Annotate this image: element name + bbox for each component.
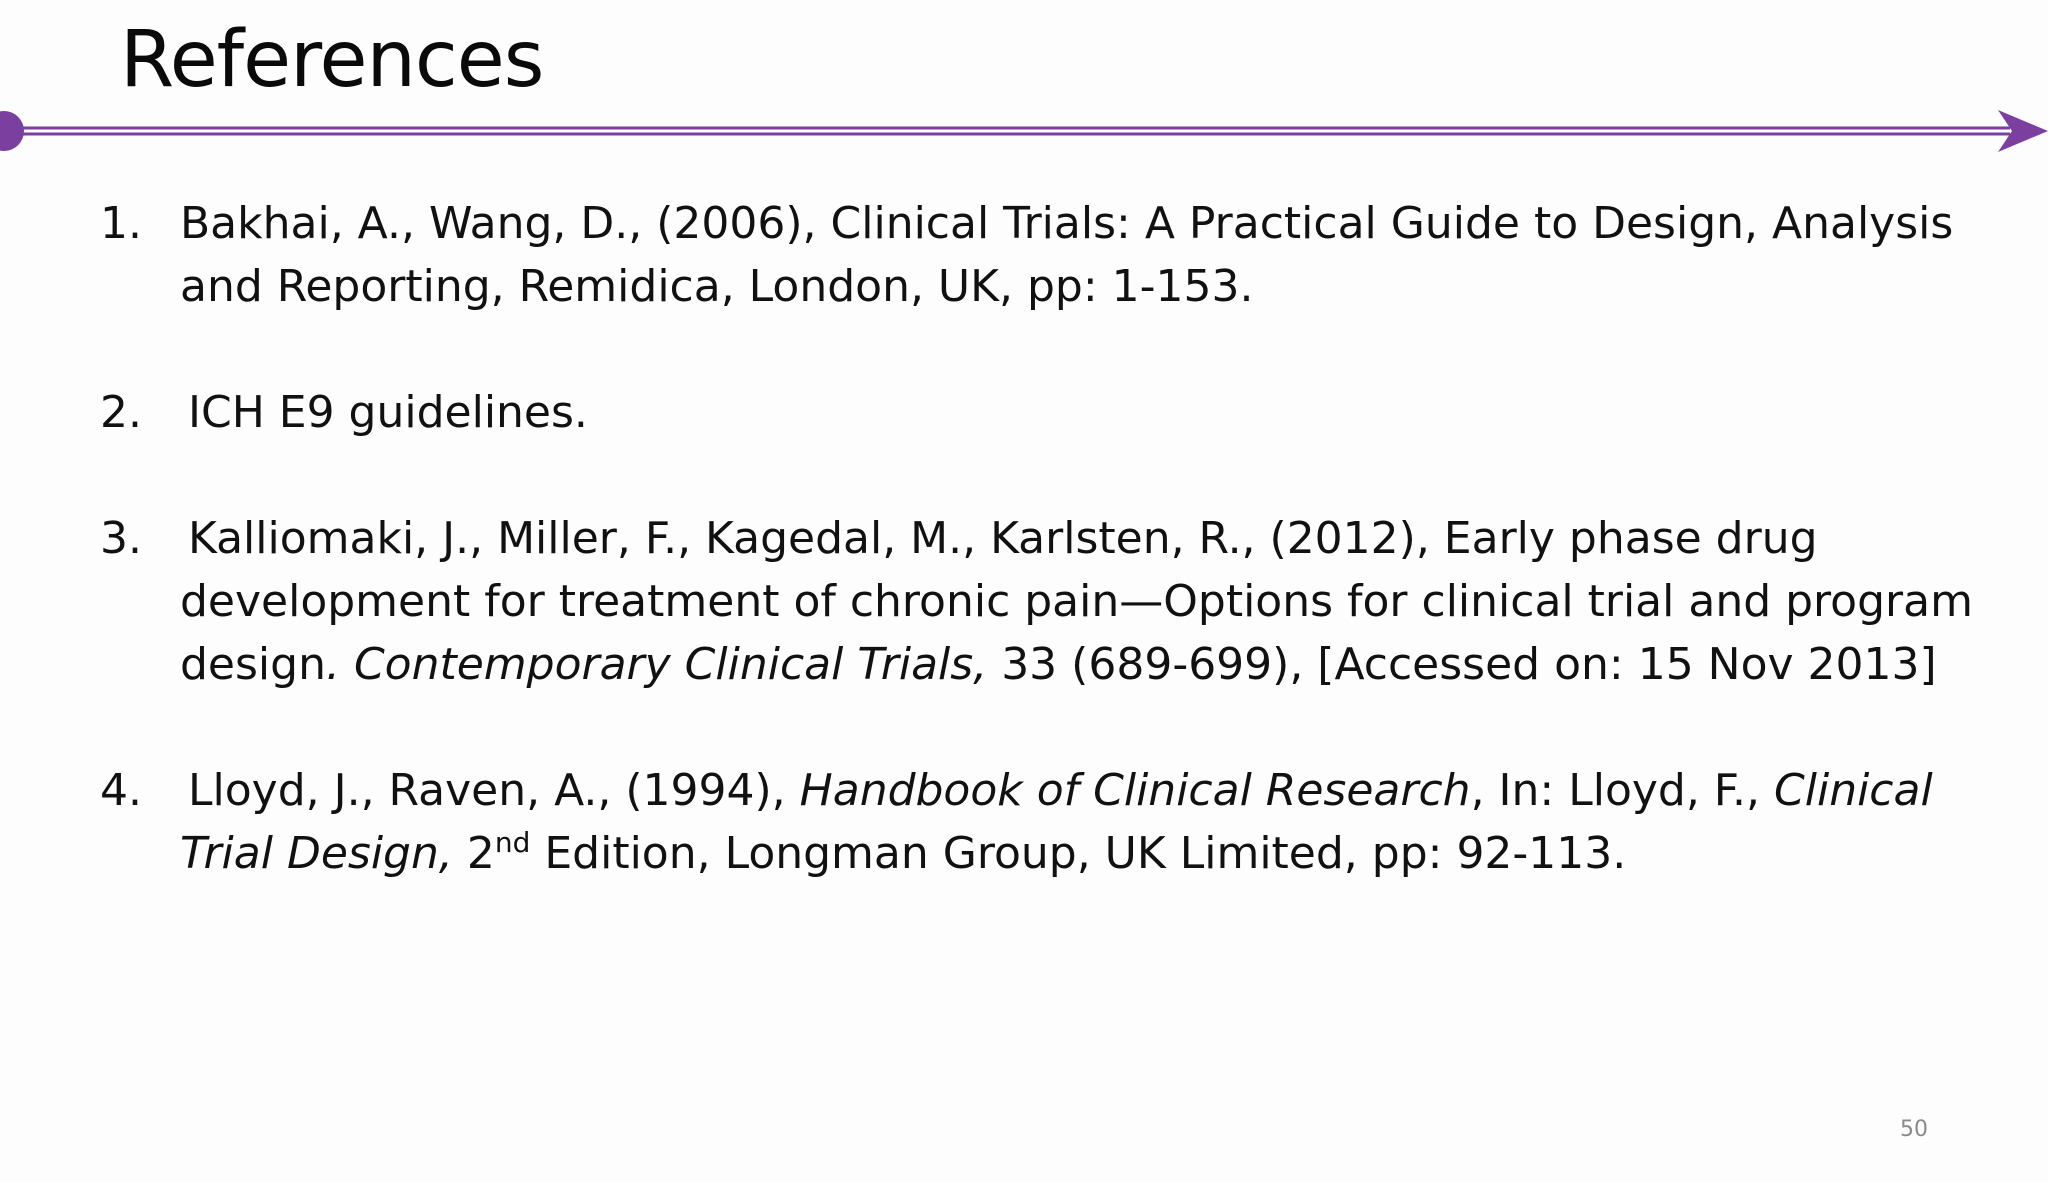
- reference-line: [180, 822, 1980, 885]
- reference-number: 4.: [100, 765, 142, 816]
- reference-fragment: design: [180, 639, 326, 690]
- reference-fragment: Edition, Longman Group, UK Limited, pp: 92-113.: [530, 828, 1627, 879]
- book-title: Clinical: [1774, 765, 1933, 816]
- reference-number: 1.: [100, 198, 142, 249]
- book-title: Handbook of Clinical Research: [799, 765, 1471, 816]
- reference-fragment: 33 (689-699), [Accessed on: 15 Nov 2013]: [987, 639, 1937, 690]
- divider-arrowhead: [1998, 110, 2048, 152]
- reference-item-2: [100, 381, 1980, 444]
- journal-title: . Contemporary Clinical Trials,: [325, 639, 988, 690]
- reference-line: ICH E9 guidelines.: [188, 387, 588, 438]
- reference-fragment: , In: Lloyd, F.,: [1470, 765, 1775, 816]
- reference-list: [100, 192, 1980, 948]
- ordinal-suffix: nd: [494, 826, 531, 859]
- reference-item-4: [100, 759, 1980, 885]
- reference-text: [180, 507, 1980, 696]
- reference-text: [180, 759, 1980, 885]
- reference-fragment: Lloyd, J., Raven, A., (1994),: [188, 765, 800, 816]
- reference-line: [180, 759, 1980, 822]
- reference-fragment: 2: [452, 828, 495, 879]
- reference-number: 3.: [100, 513, 142, 564]
- reference-number: 2.: [100, 387, 142, 438]
- divider-start-dot: [0, 111, 24, 151]
- reference-item-3: [100, 507, 1980, 696]
- reference-line: and Reporting, Remidica, London, UK, pp: 1-153.: [180, 261, 1254, 312]
- reference-line: development for treatment of chronic pain—Options for clinical trial and program: [180, 576, 1973, 627]
- reference-item-1: [100, 192, 1980, 318]
- reference-text: [180, 192, 1980, 318]
- slide-title: References: [120, 15, 544, 105]
- book-title: Trial Design,: [180, 828, 453, 879]
- reference-line: Kalliomaki, J., Miller, F., Kagedal, M., Karlsten, R., (2012), Early phase drug: [188, 513, 1818, 564]
- reference-text: [180, 381, 1980, 444]
- page-number: 50: [1900, 1117, 1928, 1142]
- reference-line: [180, 633, 1980, 696]
- reference-line: Bakhai, A., Wang, D., (2006), Clinical Trials: A Practical Guide to Design, Analysis: [180, 198, 1954, 249]
- title-divider-arrow: [0, 106, 2048, 156]
